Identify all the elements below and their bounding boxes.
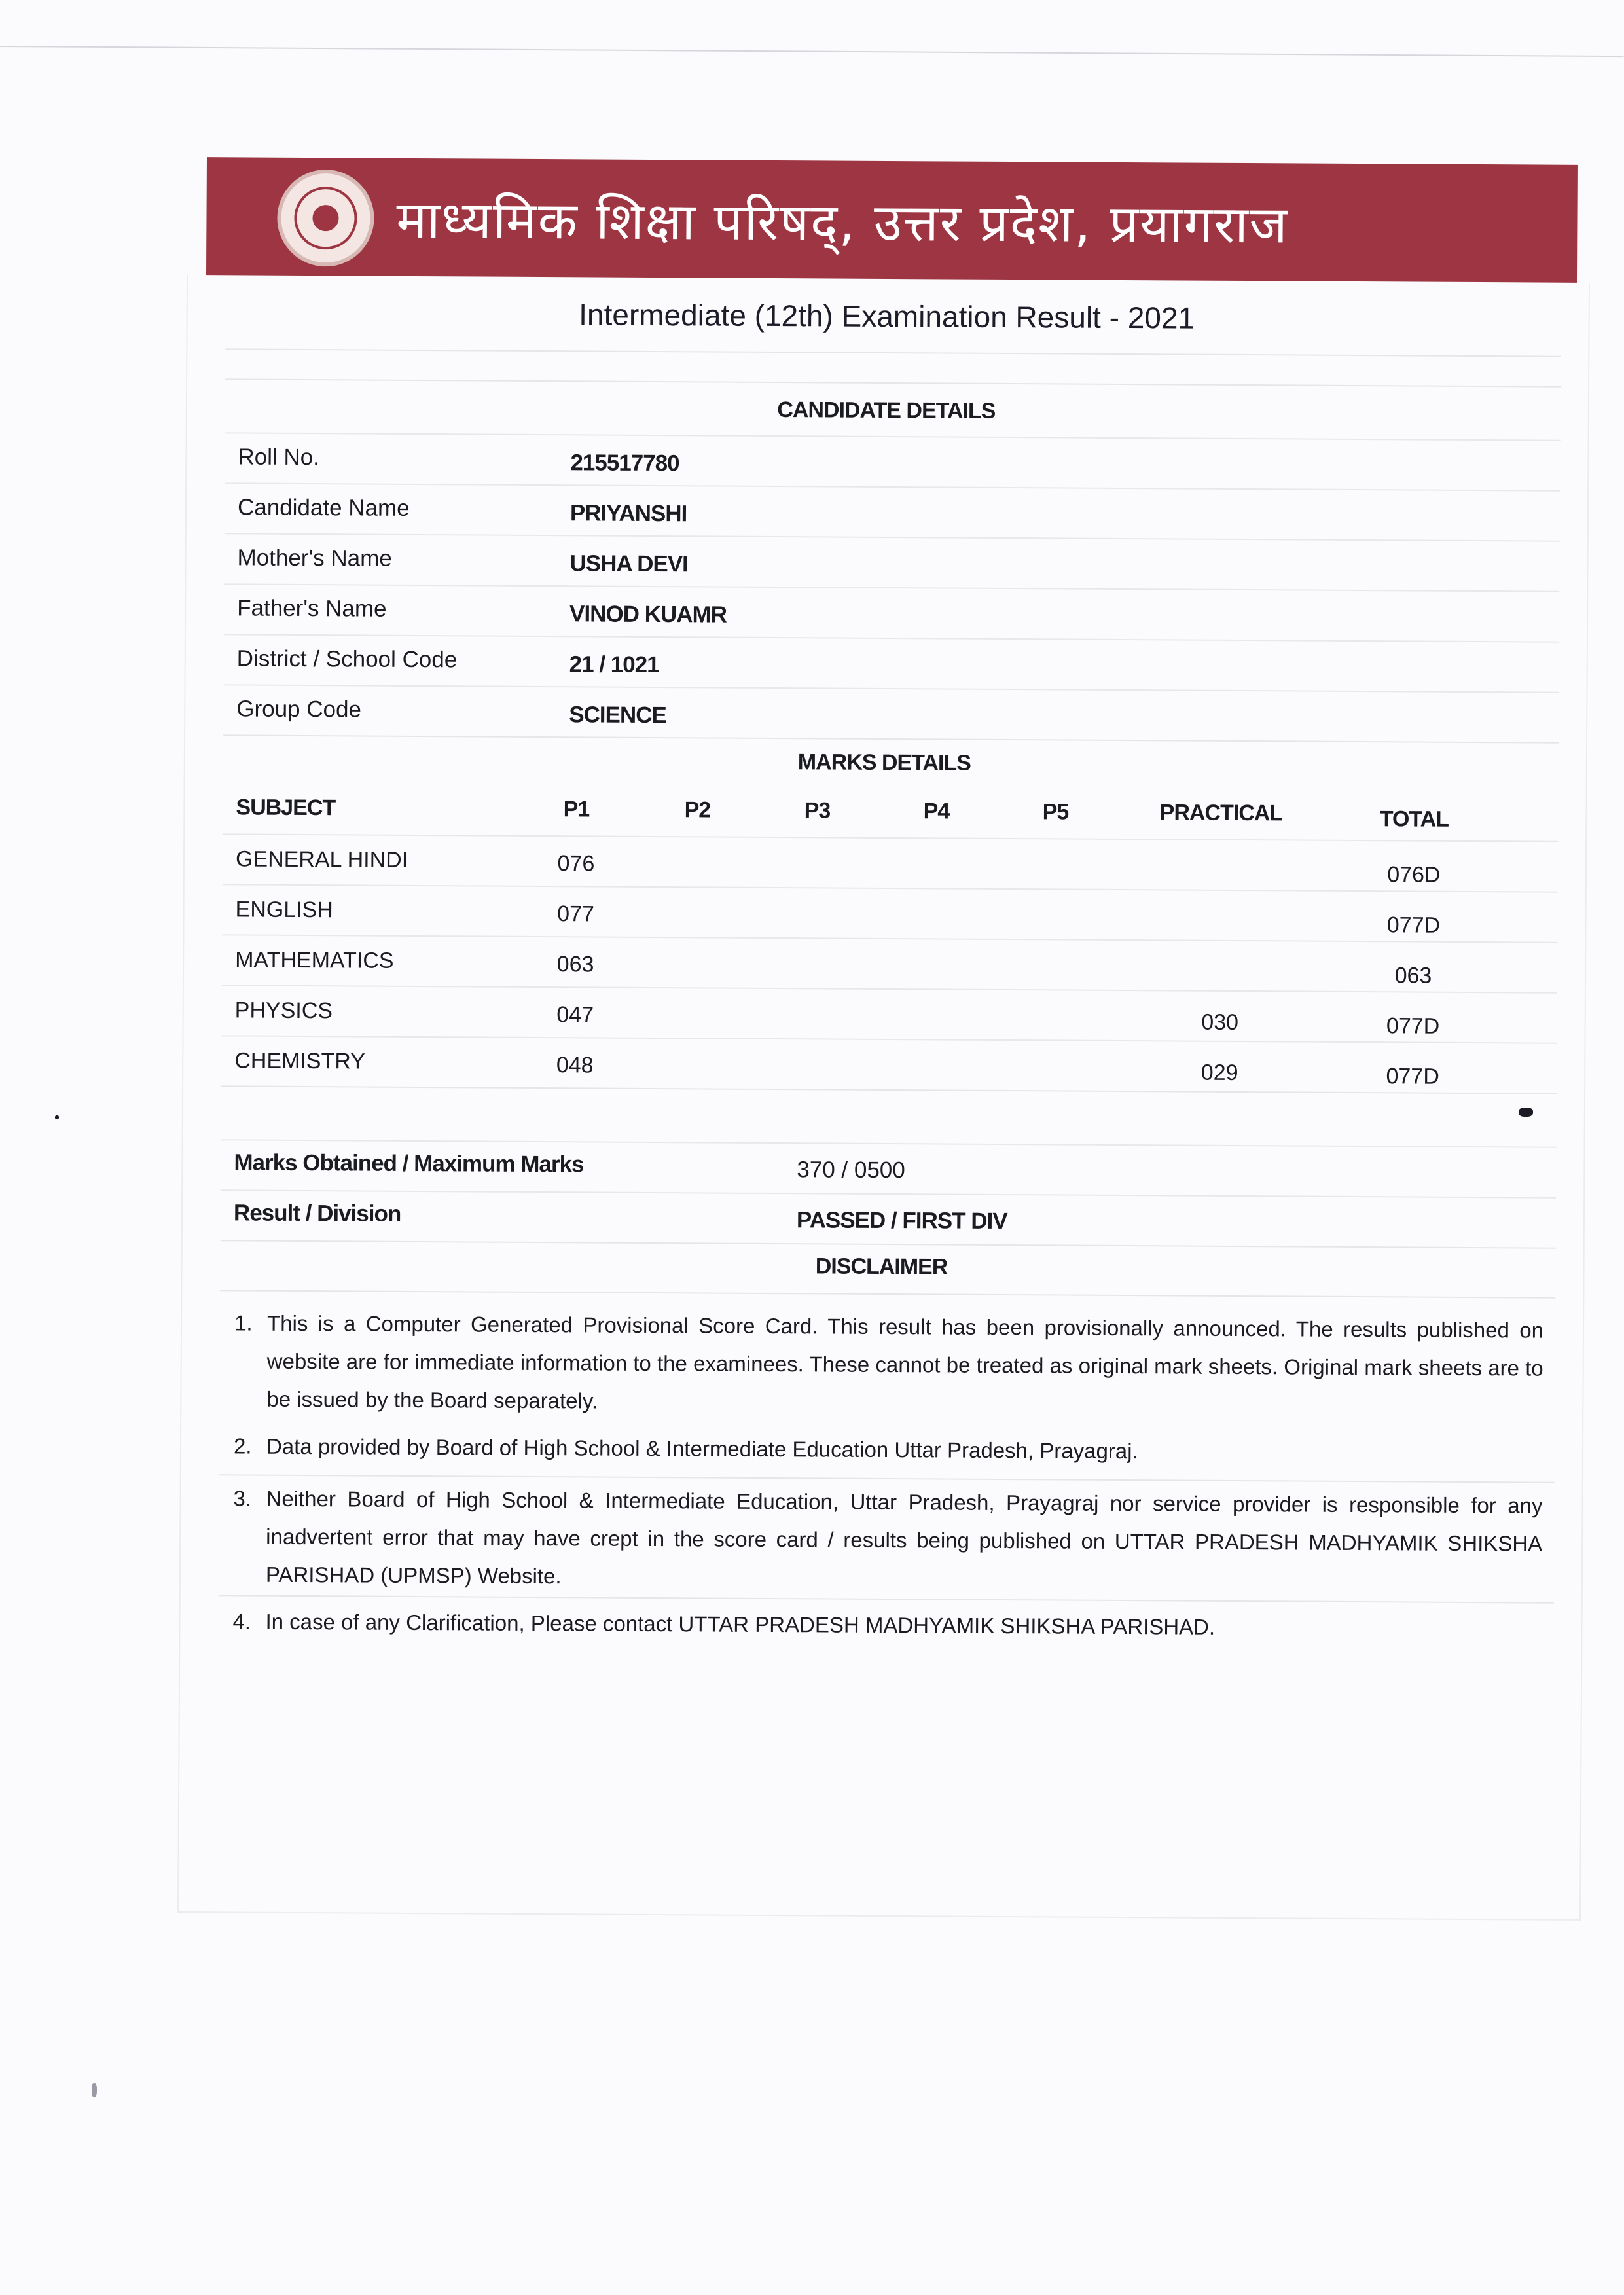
header-p5: P5 — [1042, 799, 1069, 825]
disclaimer-text: Neither Board of High School & Intermediate Education, Uttar Pradesh, Prayagraj nor service provider is responsible for any inadvertent error that may have crept in the score card / results being published on UTTAR PRADESH MADHYAMIK SHIKSHA PARISHAD (UPMSP) Website. — [265, 1486, 1543, 1589]
detail-value: SCIENCE — [569, 702, 666, 729]
header-practical: PRACTICAL — [1159, 800, 1283, 826]
header-p2: P2 — [684, 797, 711, 823]
scan-edge — [0, 0, 1624, 57]
header-total: TOTAL — [1379, 806, 1449, 832]
detail-value: VINOD KUAMR — [569, 601, 727, 628]
detail-label: Mother's Name — [237, 545, 392, 571]
detail-row-district — [223, 634, 1559, 693]
detail-value: 21 / 1021 — [569, 651, 659, 678]
mark-practical — [1138, 952, 1302, 953]
detail-label: Group Code — [236, 696, 362, 723]
mark-total: 063 — [1394, 963, 1432, 988]
detail-row-roll — [225, 432, 1560, 491]
disclaimer-text: In case of any Clarification, Please contact UTTAR PRADESH MADHYAMIK SHIKSHA PARISHAD. — [265, 1609, 1216, 1639]
disclaimer-text: This is a Computer Generated Provisional Score Card. This result has been provisionally announced. The results published on website are for immediate information to the examinees. These cannot be treated as original mark sheets. Original mark sheets are to be issued by the Board separately. — [266, 1310, 1544, 1413]
subject-name: ENGLISH — [235, 897, 333, 923]
detail-row-father — [224, 583, 1559, 642]
subject-name: GENERAL HINDI — [235, 846, 408, 873]
disclaimer-number: 3. — [233, 1486, 252, 1511]
result-sheet — [178, 157, 1588, 1762]
candidate-details-title: CANDIDATE DETAILS — [777, 397, 996, 424]
summary-marks-row — [221, 1139, 1556, 1198]
result-division-value: PASSED / FIRST DIV — [796, 1207, 1007, 1235]
disclaimer-number: 4. — [232, 1609, 251, 1634]
subject-name: MATHEMATICS — [235, 947, 394, 973]
marks-row — [222, 884, 1557, 943]
subject-name: PHYSICS — [234, 998, 333, 1024]
marks-row — [221, 1035, 1557, 1094]
disclaimer-number: 1. — [234, 1310, 253, 1335]
ink-smudge — [1519, 1108, 1533, 1117]
board-seal-icon — [277, 170, 374, 267]
disclaimer-item — [218, 1602, 1553, 1655]
detail-value: PRIYANSHI — [569, 500, 687, 527]
mark-total: 077D — [1386, 1013, 1440, 1039]
marks-row — [222, 934, 1557, 993]
mark-practical — [1139, 902, 1303, 903]
mark-practical: 030 — [1201, 1009, 1239, 1035]
disclaimer-item — [219, 1479, 1555, 1604]
result-division-label: Result / Division — [233, 1200, 401, 1227]
disclaimer-text: Data provided by Board of High School & Intermediate Education Uttar Pradesh, Prayagraj. — [266, 1434, 1138, 1464]
mark-practical: 029 — [1200, 1060, 1238, 1085]
subject-name: CHEMISTRY — [234, 1048, 366, 1074]
marks-row — [223, 833, 1558, 892]
marks-obtained-label: Marks Obtained / Maximum Marks — [234, 1149, 584, 1178]
detail-row-group — [223, 684, 1559, 743]
detail-value: 215517780 — [570, 450, 679, 477]
disclaimer-title: DISCLAIMER — [815, 1254, 948, 1280]
detail-label: District / School Code — [236, 645, 458, 673]
header-banner — [206, 157, 1578, 283]
mark-p1: 077 — [557, 901, 595, 927]
mark-total: 077D — [1386, 913, 1441, 938]
ink-smudge — [55, 1115, 59, 1119]
marks-header-row — [223, 783, 1558, 840]
mark-total: 076D — [1387, 862, 1441, 888]
marks-details-title: MARKS DETAILS — [797, 750, 971, 776]
mark-p1: 047 — [556, 1002, 594, 1028]
detail-label: Roll No. — [238, 444, 320, 471]
disclaimer-item — [219, 1427, 1555, 1480]
marks-obtained-value: 370 / 0500 — [797, 1157, 905, 1184]
header-p1: P1 — [563, 797, 590, 822]
ink-smudge — [92, 2083, 97, 2097]
mark-total: 077D — [1386, 1064, 1439, 1089]
disclaimer-item — [219, 1304, 1555, 1429]
header-subject: SUBJECT — [236, 795, 336, 821]
board-name: माध्यमिक शिक्षा परिषद्, उत्तर प्रदेश, प्रयागराज — [396, 190, 1289, 255]
detail-label: Candidate Name — [237, 494, 410, 521]
exam-title: Intermediate (12th) Examination Result - 2021 — [579, 297, 1195, 335]
header-p4: P4 — [923, 799, 950, 824]
detail-value: USHA DEVI — [569, 551, 688, 577]
detail-row-mother — [224, 533, 1559, 592]
summary-result-row — [221, 1189, 1556, 1248]
mark-p1: 076 — [557, 851, 595, 876]
detail-label: Father's Name — [237, 595, 387, 622]
mark-p1: 063 — [556, 952, 594, 977]
disclaimer-number: 2. — [233, 1434, 252, 1458]
mark-p1: 048 — [556, 1053, 594, 1078]
detail-row-name — [225, 482, 1560, 541]
header-p3: P3 — [804, 798, 831, 823]
marks-row — [221, 985, 1557, 1043]
